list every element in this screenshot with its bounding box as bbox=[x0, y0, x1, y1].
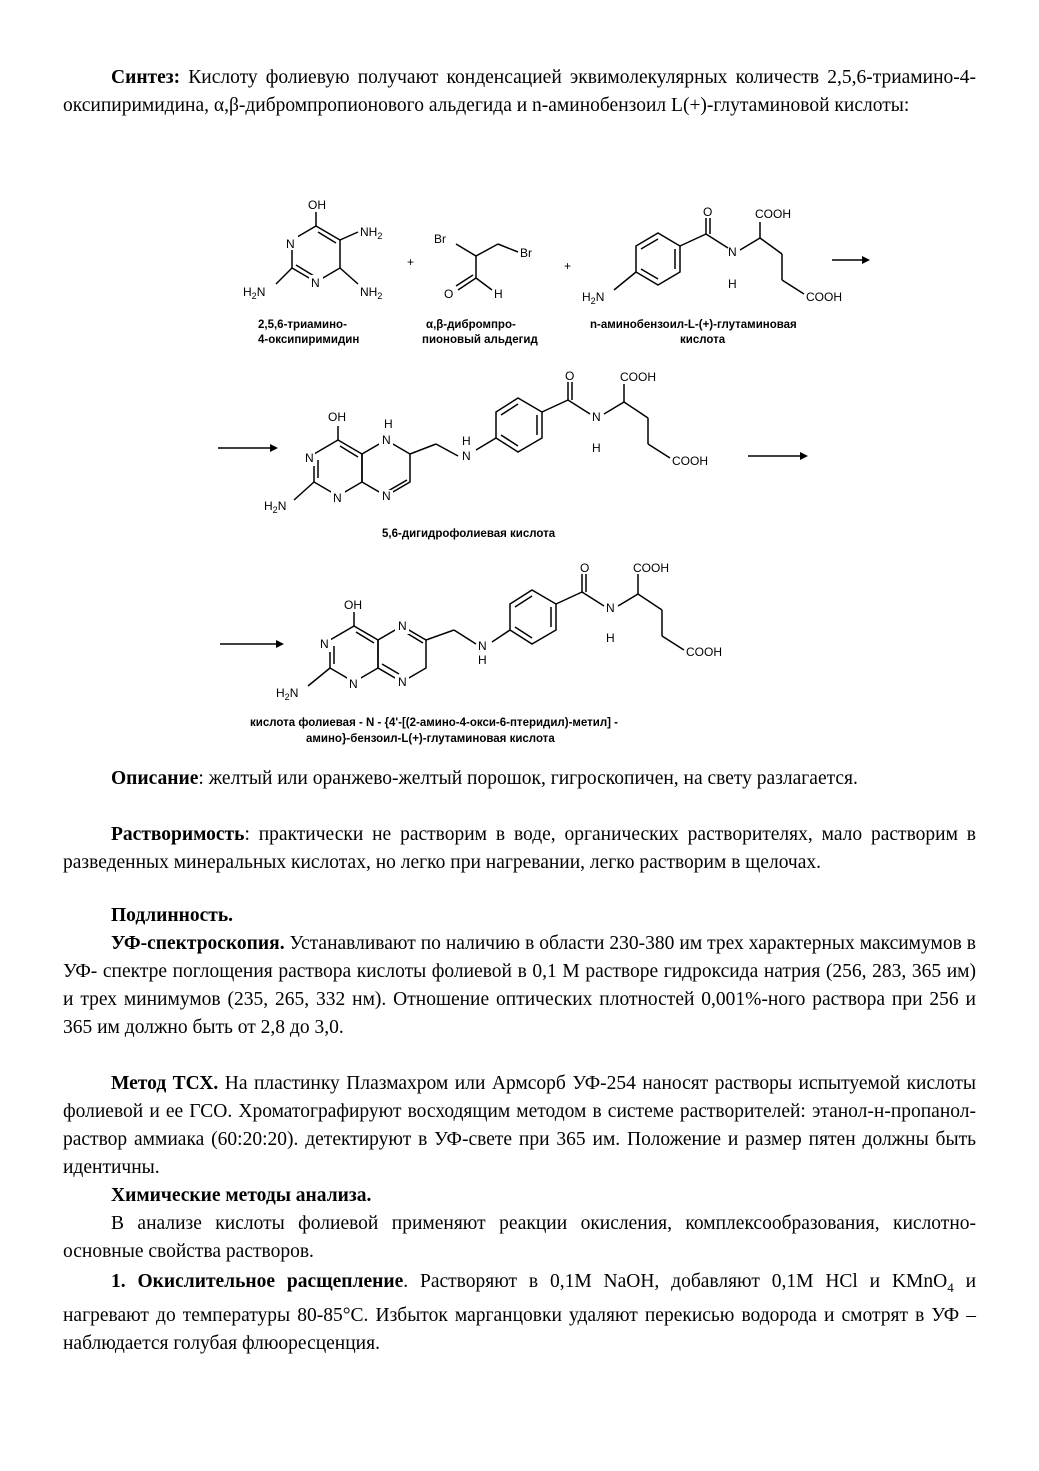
atom-h2n: $H_2N$ bbox=[243, 285, 266, 301]
atom-cooh: COOH bbox=[620, 370, 656, 384]
atom-nh2: $NH_2$ bbox=[360, 285, 383, 301]
atom-h: H bbox=[592, 441, 601, 455]
reactant1-caption-line2: 4-оксипиримидин bbox=[258, 334, 360, 346]
chem-methods-heading-text: Химические методы анализа. bbox=[111, 1185, 372, 1206]
atom-oh: OH bbox=[308, 198, 326, 212]
atom-n: N bbox=[382, 433, 391, 447]
uv-lead: УФ-спектроскопия. bbox=[111, 933, 285, 954]
atom-oh: OH bbox=[344, 598, 362, 612]
atom-n: N bbox=[305, 451, 314, 465]
identity-heading bbox=[63, 902, 976, 930]
atom-n: N bbox=[349, 677, 358, 691]
atom-o: O bbox=[703, 205, 713, 219]
chem-methods-heading bbox=[63, 1182, 976, 1210]
atom-h2n: $H_2N$ bbox=[582, 290, 605, 306]
tlc-paragraph bbox=[63, 1070, 976, 1182]
reactant-dibromopropanal bbox=[434, 232, 532, 301]
plus-sign: + bbox=[407, 255, 415, 269]
atom-cooh: COOH bbox=[806, 290, 842, 304]
atom-o: O bbox=[444, 287, 454, 301]
oxidation-paragraph bbox=[63, 1268, 976, 1358]
atom-h: H bbox=[606, 631, 615, 645]
atom-h: H bbox=[462, 434, 471, 448]
reactant2-caption-line1: α,β-дибромпро- bbox=[426, 319, 516, 331]
atom-n: N bbox=[478, 639, 487, 653]
atom-nh2: $NH_2$ bbox=[360, 225, 383, 241]
oxidation-subscript: 4 bbox=[947, 1279, 954, 1295]
reaction-arrow bbox=[220, 640, 284, 648]
atom-n: N bbox=[333, 491, 342, 505]
atom-n: N bbox=[286, 237, 295, 251]
description-paragraph bbox=[63, 765, 976, 793]
atom-h: H bbox=[728, 277, 737, 291]
identity-heading-text: Подлинность. bbox=[111, 905, 234, 926]
reaction-arrow bbox=[218, 444, 278, 452]
atom-n: N bbox=[728, 245, 737, 259]
solubility-text: : практически не растворим в воде, органических растворителях, мало растворим в разведенных минеральных кислотах, но легко при нагревании, легко растворим в щелочах. bbox=[63, 824, 976, 873]
atom-n: N bbox=[382, 489, 391, 503]
product-caption-line1: кислота фолиевая - N - {4'-[(2-амино-4-окси-6-птеридил)-метил] - bbox=[250, 717, 619, 729]
product-caption-line2: амино}-бензоил-L(+)-глутаминовая кислота bbox=[306, 733, 555, 745]
synthesis-text: Кислоту фолиевую получают конденсацией эквимолекулярных количеств 2,5,6-триамино-4- оксипиримидина, α,β-дибромпропионового альдегида и n-аминобензоил L(+)-глутаминовой кислоты: bbox=[63, 67, 976, 116]
plus-sign: + bbox=[564, 259, 572, 273]
atom-cooh: COOH bbox=[672, 454, 708, 468]
oxidation-text-a: . Растворяют в 0,1М NaOH, добавляют 0,1М HCl и KMnO bbox=[403, 1271, 948, 1292]
atom-n: N bbox=[398, 619, 407, 633]
atom-n: N bbox=[320, 637, 329, 651]
atom-cooh: COOH bbox=[755, 207, 791, 221]
uv-text: Устанавливают по наличию в области 230-380 им трех характерных максимумов в УФ- спектре поглощения раствора кислоты фолиевой в 0,1 М растворе гидроксида натрия (256, 283, 365 им) и трех минимумов (235, 265, 332 нм). Отношение оптических плотностей 0,001%-ного раствора при 256 и 365 им должно быть от 2,8 до 3,0. bbox=[63, 933, 976, 1038]
reactant-triaminopyrimidine bbox=[243, 198, 382, 301]
chem-methods-paragraph: В анализе кислоты фолиевой применяют реакции окисления, комплексообразования, кислотно-основные свойства растворов. bbox=[63, 1213, 976, 1262]
synthesis-lead: Синтез: bbox=[111, 67, 181, 88]
atom-n: N bbox=[398, 675, 407, 689]
tlc-lead: Метод ТСХ. bbox=[111, 1073, 219, 1094]
atom-n: N bbox=[462, 449, 471, 463]
solubility-lead: Растворимость bbox=[111, 824, 245, 845]
atom-cooh: COOH bbox=[686, 645, 722, 659]
atom-n: N bbox=[311, 276, 320, 290]
uv-paragraph bbox=[63, 930, 976, 1042]
reaction-arrow bbox=[748, 452, 808, 460]
reactant-aminobenzoyl-glutamic-acid bbox=[582, 205, 842, 306]
atom-h: H bbox=[478, 653, 487, 667]
intermediate-dihydrofolic-acid bbox=[264, 369, 708, 515]
solubility-paragraph bbox=[63, 821, 976, 877]
intermediate-caption: 5,6-дигидрофолиевая кислота bbox=[382, 528, 556, 540]
atom-cooh: COOH bbox=[633, 561, 669, 575]
atom-oh: OH bbox=[328, 410, 346, 424]
reactant3-caption-line2: кислота bbox=[680, 334, 726, 346]
product-folic-acid bbox=[276, 561, 722, 702]
atom-o: O bbox=[565, 369, 575, 383]
atom-n: N bbox=[592, 410, 601, 424]
oxidation-lead: 1. Окислительное расщепление bbox=[111, 1271, 404, 1292]
reactant3-caption-line1: n-аминобензоил-L-(+)-глутаминовая bbox=[590, 319, 797, 331]
atom-o: O bbox=[580, 561, 590, 575]
atom-h2n: $H_2N$ bbox=[276, 686, 299, 702]
atom-br: Br bbox=[434, 232, 446, 246]
reactant2-caption-line2: пионовый альдегид bbox=[422, 334, 538, 346]
tlc-text: На пластинку Плазмахром или Армсорб УФ-254 наносят растворы испытуемой кислоты фолиевой и ее ГСО. Хроматографируют восходящим методом в системе растворителей: этанол-н-пропанол-раствор аммиака (60:20:20). детектируют в УФ-свете при 365 им. Положение и размер пятен должны быть идентичны. bbox=[63, 1073, 976, 1178]
reactant1-caption-line1: 2,5,6-триамино- bbox=[258, 319, 347, 331]
description-text: : желтый или оранжево-желтый порошок, гигроскопичен, на свету разлагается. bbox=[198, 768, 858, 789]
description-lead: Описание bbox=[111, 768, 199, 789]
oxidation-text-b: и нагревают до температуры 80-85°С. Избыток марганцовки удаляют перекисью водорода и смотрят в УФ – наблюдается голубая флюоресценция. bbox=[63, 1271, 977, 1354]
atom-h2n: $H_2N$ bbox=[264, 499, 287, 515]
atom-n: N bbox=[606, 601, 615, 615]
atom-h: H bbox=[494, 287, 503, 301]
atom-br: Br bbox=[520, 246, 532, 260]
reaction-arrow bbox=[832, 256, 870, 264]
atom-h: H bbox=[384, 417, 393, 431]
